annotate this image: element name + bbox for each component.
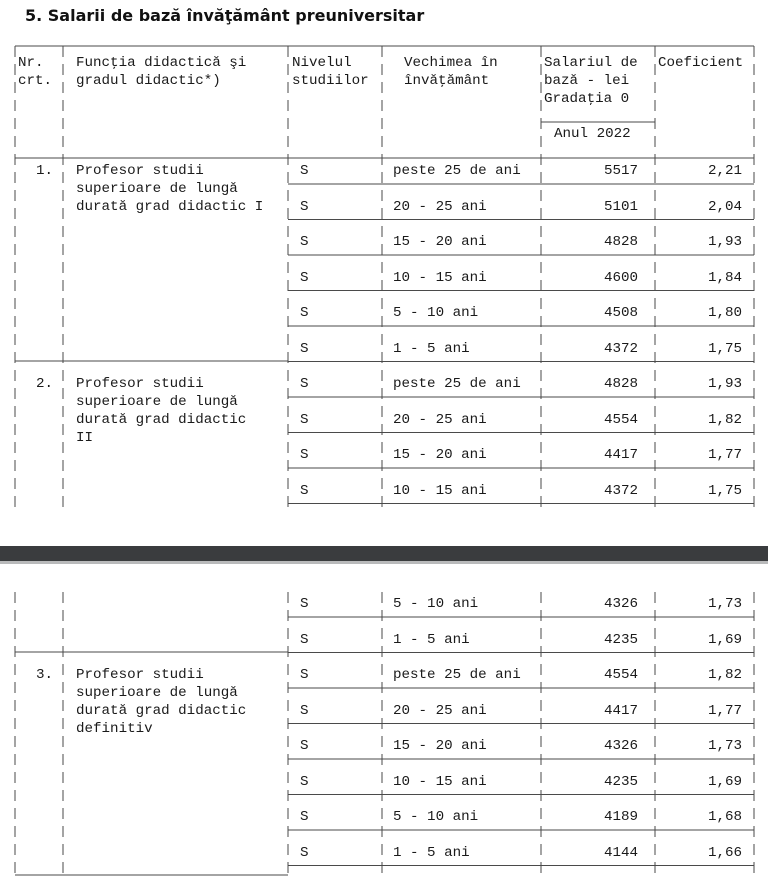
- header-salary: Salariul de: [544, 55, 638, 71]
- cell-seniority: 10 - 15 ani: [393, 773, 487, 790]
- cell-coefficient: 1,82: [707, 411, 742, 428]
- cell-seniority: 1 - 5 ani: [393, 631, 470, 648]
- cell-coefficient: 1,93: [707, 234, 742, 250]
- header-nr: crt.: [18, 73, 53, 89]
- cell-salary: 4189: [603, 809, 638, 825]
- cell-level: S: [300, 738, 309, 754]
- cell-coefficient: 1,80: [707, 305, 742, 321]
- cell-level: S: [300, 631, 309, 648]
- cell-nr: 2.: [36, 376, 54, 392]
- cell-level: S: [300, 234, 309, 250]
- cell-salary: 4600: [603, 269, 638, 286]
- cell-coefficient: 1,75: [707, 482, 742, 499]
- cell-seniority: peste 25 de ani: [393, 163, 521, 179]
- cell-seniority: 15 - 20 ani: [393, 738, 487, 754]
- cell-coefficient: 1,69: [707, 631, 742, 648]
- cell-salary: 4828: [603, 234, 638, 250]
- cell-coefficient: 2,04: [707, 198, 742, 215]
- header-salary-year: Anul 2022: [554, 126, 631, 142]
- cell-coefficient: 1,77: [707, 447, 742, 463]
- cell-salary: 4326: [603, 596, 638, 612]
- cell-coefficient: 1,73: [707, 738, 742, 754]
- cell-function: superioare de lungă: [76, 181, 238, 197]
- page-title: 5. Salarii de bază învăţământ preuniversitar: [25, 6, 425, 25]
- cell-level: S: [300, 773, 309, 790]
- cell-coefficient: 1,75: [707, 340, 742, 357]
- header-level: studiilor: [292, 73, 369, 89]
- cell-seniority: 20 - 25 ani: [393, 411, 487, 428]
- cell-level: S: [300, 809, 309, 825]
- cell-level: S: [300, 269, 309, 286]
- header-coefficient: Coeficient: [658, 55, 744, 71]
- cell-coefficient: 1,69: [707, 773, 742, 790]
- cell-level: S: [300, 411, 309, 428]
- cell-coefficient: 1,82: [707, 667, 742, 683]
- cell-salary: 4372: [603, 340, 638, 357]
- cell-seniority: peste 25 de ani: [393, 667, 521, 683]
- cell-level: S: [300, 702, 309, 719]
- cell-function: durată grad didactic I: [76, 199, 264, 215]
- cell-coefficient: 2,21: [707, 163, 742, 179]
- cell-salary: 4828: [603, 376, 638, 392]
- cell-salary: 4144: [603, 844, 638, 861]
- cell-level: S: [300, 667, 309, 683]
- cell-seniority: 5 - 10 ani: [393, 305, 479, 321]
- cell-nr: 3.: [36, 667, 54, 683]
- header-salary: Gradaţia 0: [544, 91, 630, 107]
- cell-seniority: 15 - 20 ani: [393, 234, 487, 250]
- cell-coefficient: 1,93: [707, 376, 742, 392]
- cell-seniority: 15 - 20 ani: [393, 447, 487, 463]
- cell-seniority: 5 - 10 ani: [393, 596, 479, 612]
- cell-level: S: [300, 163, 309, 179]
- header-function: gradul didactic*): [76, 73, 221, 89]
- page-break-shadow: [0, 561, 768, 564]
- cell-salary: 4417: [603, 702, 638, 719]
- cell-seniority: 20 - 25 ani: [393, 198, 487, 215]
- cell-coefficient: 1,68: [707, 809, 742, 825]
- header-salary: bază - lei: [544, 73, 630, 89]
- cell-function: Profesor studii: [76, 376, 204, 392]
- cell-level: S: [300, 198, 309, 215]
- cell-seniority: peste 25 de ani: [393, 376, 521, 392]
- cell-level: S: [300, 447, 309, 463]
- cell-salary: 4417: [603, 447, 638, 463]
- page-break-band: [0, 546, 768, 561]
- cell-seniority: 1 - 5 ani: [393, 340, 470, 357]
- cell-level: S: [300, 844, 309, 861]
- cell-coefficient: 1,77: [707, 702, 742, 719]
- cell-salary: 4508: [603, 305, 638, 321]
- cell-seniority: 10 - 15 ani: [393, 482, 487, 499]
- cell-level: S: [300, 376, 309, 392]
- header-nr: Nr.: [18, 55, 44, 71]
- cell-level: S: [300, 340, 309, 357]
- cell-salary: 4235: [603, 631, 638, 648]
- header-seniority: Vechimea în: [404, 55, 498, 71]
- cell-function: superioare de lungă: [76, 685, 238, 701]
- header-level: Nivelul: [292, 55, 352, 71]
- cell-seniority: 1 - 5 ani: [393, 844, 470, 861]
- cell-coefficient: 1,66: [707, 844, 742, 861]
- cell-function: Profesor studii: [76, 667, 204, 683]
- cell-seniority: 5 - 10 ani: [393, 809, 479, 825]
- cell-salary: 5517: [603, 163, 638, 179]
- cell-coefficient: 1,73: [707, 596, 742, 612]
- cell-salary: 4554: [603, 667, 638, 683]
- cell-function: superioare de lungă: [76, 394, 238, 410]
- cell-salary: 4554: [603, 411, 638, 428]
- cell-function: durată grad didactic: [76, 412, 247, 428]
- cell-function: durată grad didactic: [76, 703, 247, 719]
- cell-salary: 4326: [603, 738, 638, 754]
- cell-seniority: 10 - 15 ani: [393, 269, 487, 286]
- cell-level: S: [300, 305, 309, 321]
- cell-salary: 5101: [603, 198, 638, 215]
- cell-level: S: [300, 482, 309, 499]
- cell-salary: 4235: [603, 773, 638, 790]
- header-seniority: învăţământ: [404, 73, 490, 89]
- cell-salary: 4372: [603, 482, 638, 499]
- header-function: Funcţia didactică şi: [76, 55, 247, 71]
- cell-nr: 1.: [36, 163, 54, 179]
- cell-function: Profesor studii: [76, 163, 204, 179]
- cell-function: definitiv: [76, 721, 153, 737]
- cell-level: S: [300, 596, 309, 612]
- cell-seniority: 20 - 25 ani: [393, 702, 487, 719]
- cell-function: II: [76, 430, 94, 446]
- cell-coefficient: 1,84: [707, 269, 742, 286]
